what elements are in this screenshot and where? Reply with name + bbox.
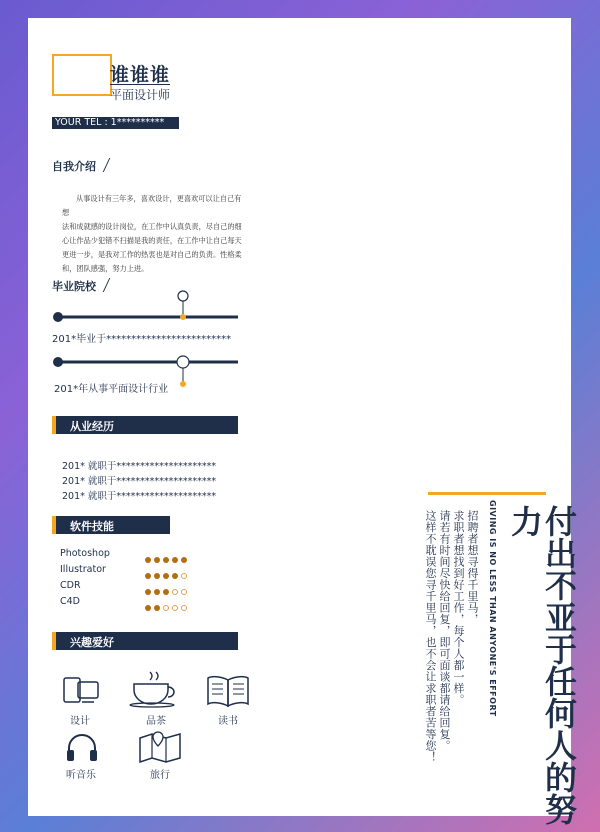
- skill-name: CDR: [60, 580, 81, 591]
- hobby-label: 设计: [70, 716, 90, 727]
- about-text: [62, 192, 242, 276]
- rating-dot: [154, 605, 160, 611]
- rating-dot: [163, 589, 169, 595]
- skills-list: [60, 548, 190, 612]
- headphones-icon: [64, 730, 100, 764]
- skill-row: [60, 580, 190, 596]
- rating-dot: [163, 573, 169, 579]
- experience-heading: 从业经历: [70, 420, 114, 433]
- education-item: 201*年从事平面设计行业: [54, 384, 169, 395]
- phone-number: YOUR TEL : 1**********: [52, 117, 179, 129]
- devices-icon: [62, 672, 102, 708]
- quote-column: 这样不耽误您寻千里马，也不会让求职者苦等您！: [424, 510, 437, 763]
- map-icon: [138, 730, 182, 764]
- rating-dot: [163, 605, 169, 611]
- hobby-label: 听音乐: [66, 770, 96, 781]
- quote-column: 招聘者想寻得千里马，: [466, 510, 479, 625]
- rating-dot: [181, 589, 187, 595]
- rating-dot: [145, 573, 151, 579]
- skill-row: [60, 564, 190, 580]
- hobby-label: 品茶: [146, 716, 166, 727]
- skills-heading: 软件技能: [70, 520, 114, 533]
- rating-dot: [172, 605, 178, 611]
- about-heading: 自我介绍: [52, 158, 107, 174]
- hobby-label: 读书: [218, 716, 238, 727]
- hobbies-heading: 兴趣爱好: [70, 636, 114, 649]
- english-slogan: GIVING IS NO LESS THAN ANYONE'S EFFORT: [488, 500, 497, 717]
- rating-dot: [154, 573, 160, 579]
- experience-item: 201* 就职于*********************: [62, 461, 217, 472]
- quote-column: 求职者想找到好工作，每个人都一样。: [452, 510, 465, 706]
- about-line: 更进一步，是我对工作的热衷也是对自己的负责。性格柔: [62, 250, 242, 259]
- skill-row: [60, 548, 190, 564]
- calligraphy-slogan: 付出不亚于任何人的努力: [506, 505, 578, 825]
- rating-dot: [172, 589, 178, 595]
- skill-rating: [145, 564, 190, 580]
- tea-cup-icon: [128, 668, 184, 708]
- quote-column: 请若有时间尽快给回复，即可面谈都请给回复。: [438, 510, 451, 752]
- rating-dot: [154, 589, 160, 595]
- hobbies-heading-bar: [52, 632, 238, 650]
- rating-dot: [145, 589, 151, 595]
- skill-row: [60, 596, 190, 612]
- name-frame: [52, 54, 112, 96]
- about-line: 从事设计有三年多，喜欢设计，更喜欢可以让自己有想: [62, 194, 242, 217]
- about-line: 心让作品少犯错不扫描是我的责任，在工作中让自己每天: [62, 236, 242, 245]
- experience-heading-bar: [52, 416, 238, 434]
- rating-dot: [154, 557, 160, 563]
- orange-divider: [428, 492, 546, 495]
- rating-dot: [145, 605, 151, 611]
- skill-name: Illustrator: [60, 564, 106, 575]
- skill-name: Photoshop: [60, 548, 110, 559]
- about-line: 和，团队感强，努力上进。: [62, 264, 149, 273]
- experience-item: 201* 就职于*********************: [62, 476, 217, 487]
- rating-dot: [145, 557, 151, 563]
- education-heading: 毕业院校: [52, 278, 107, 294]
- rating-dot: [172, 573, 178, 579]
- skill-name: C4D: [60, 596, 80, 607]
- about-line: 法和成就感的设计岗位，在工作中认真负责，尽自己的细: [62, 222, 242, 231]
- skills-heading-bar: [52, 516, 170, 534]
- job-title: 平面设计师: [110, 84, 170, 103]
- skill-rating: [145, 596, 190, 612]
- rating-dot: [181, 557, 187, 563]
- rating-dot: [163, 557, 169, 563]
- hobby-label: 旅行: [150, 770, 170, 781]
- rating-dot: [181, 573, 187, 579]
- book-icon: [206, 674, 250, 708]
- rating-dot: [172, 557, 178, 563]
- rating-dot: [181, 605, 187, 611]
- skill-rating: [145, 548, 190, 564]
- skill-rating: [145, 580, 190, 596]
- person-name: 谁谁谁: [110, 64, 171, 86]
- experience-item: 201* 就职于*********************: [62, 491, 217, 502]
- education-item: 201*毕业于*************************: [52, 334, 232, 345]
